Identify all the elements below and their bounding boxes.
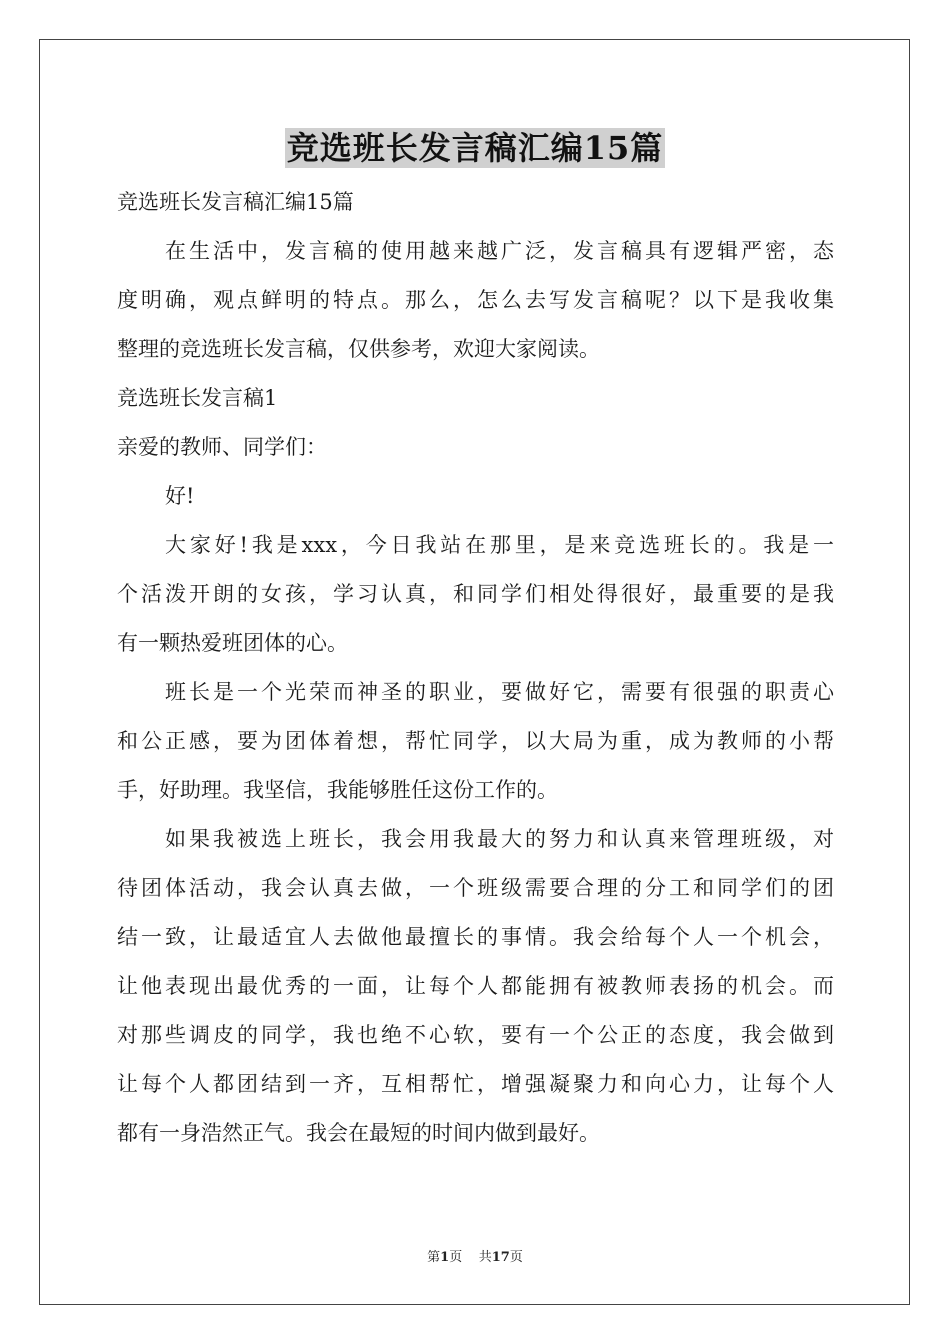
paragraph-line: 和公正感，要为团体着想，帮忙同学，以大局为重，成为教师的小帮: [117, 729, 834, 753]
current-page-number: 1: [440, 1250, 450, 1265]
document-body: [117, 178, 834, 1158]
total-pages-suffix: 页: [509, 1250, 523, 1265]
paragraph-line: 结一致，让最适宜人去做他最擅长的事情。我会给每个人一个机会，: [117, 925, 834, 949]
total-pages-number: 17: [491, 1250, 510, 1265]
paragraph-line: 班长是一个光荣而神圣的职业，要做好它，需要有很强的职责心: [165, 680, 834, 704]
paragraph-line: 对那些调皮的同学，我也绝不心软，要有一个公正的态度，我会做到: [117, 1023, 834, 1047]
page-footer: [0, 1246, 950, 1265]
subtitle-line: 竞选班长发言稿汇编15篇: [117, 190, 354, 214]
paragraph-line: 大家好!我是xxx，今日我站在那里，是来竞选班长的。我是一: [165, 533, 834, 557]
paragraph-line: 让每个人都团结到一齐，互相帮忙，增强凝聚力和向心力，让每个人: [117, 1072, 834, 1096]
paragraph-line: 整理的竞选班长发言稿，仅供参考，欢迎大家阅读。: [117, 337, 600, 361]
greeting-line: 好!: [165, 484, 195, 508]
paragraph-line: 让他表现出最优秀的一面，让每个人都能拥有被教师表扬的机会。而: [117, 974, 834, 998]
page-number-suffix: 页: [449, 1250, 463, 1265]
paragraph-line: 在生活中，发言稿的使用越来越广泛，发言稿具有逻辑严密，态: [165, 239, 834, 263]
paragraph-line: 个活泼开朗的女孩，学习认真，和同学们相处得很好，最重要的是我: [117, 582, 834, 606]
page-title: 竞选班长发言稿汇编15篇: [286, 129, 664, 167]
paragraph-line: 都有一身浩然正气。我会在最短的时间内做到最好。: [117, 1121, 600, 1145]
title-container: [0, 128, 950, 168]
section-heading: 竞选班长发言稿1: [117, 386, 278, 410]
paragraph-line: 手，好助理。我坚信，我能够胜任这份工作的。: [117, 778, 558, 802]
salutation-line: 亲爱的教师、同学们：: [117, 435, 327, 459]
total-pages-prefix: 共: [478, 1250, 492, 1265]
paragraph-line: 待团体活动，我会认真去做，一个班级需要合理的分工和同学们的团: [117, 876, 834, 900]
paragraph-line: 有一颗热爱班团体的心。: [117, 631, 348, 655]
paragraph-line: 如果我被选上班长，我会用我最大的努力和认真来管理班级，对: [165, 827, 834, 851]
paragraph-line: 度明确，观点鲜明的特点。那么，怎么去写发言稿呢？以下是我收集: [117, 288, 834, 312]
page-number-prefix: 第: [427, 1250, 441, 1265]
